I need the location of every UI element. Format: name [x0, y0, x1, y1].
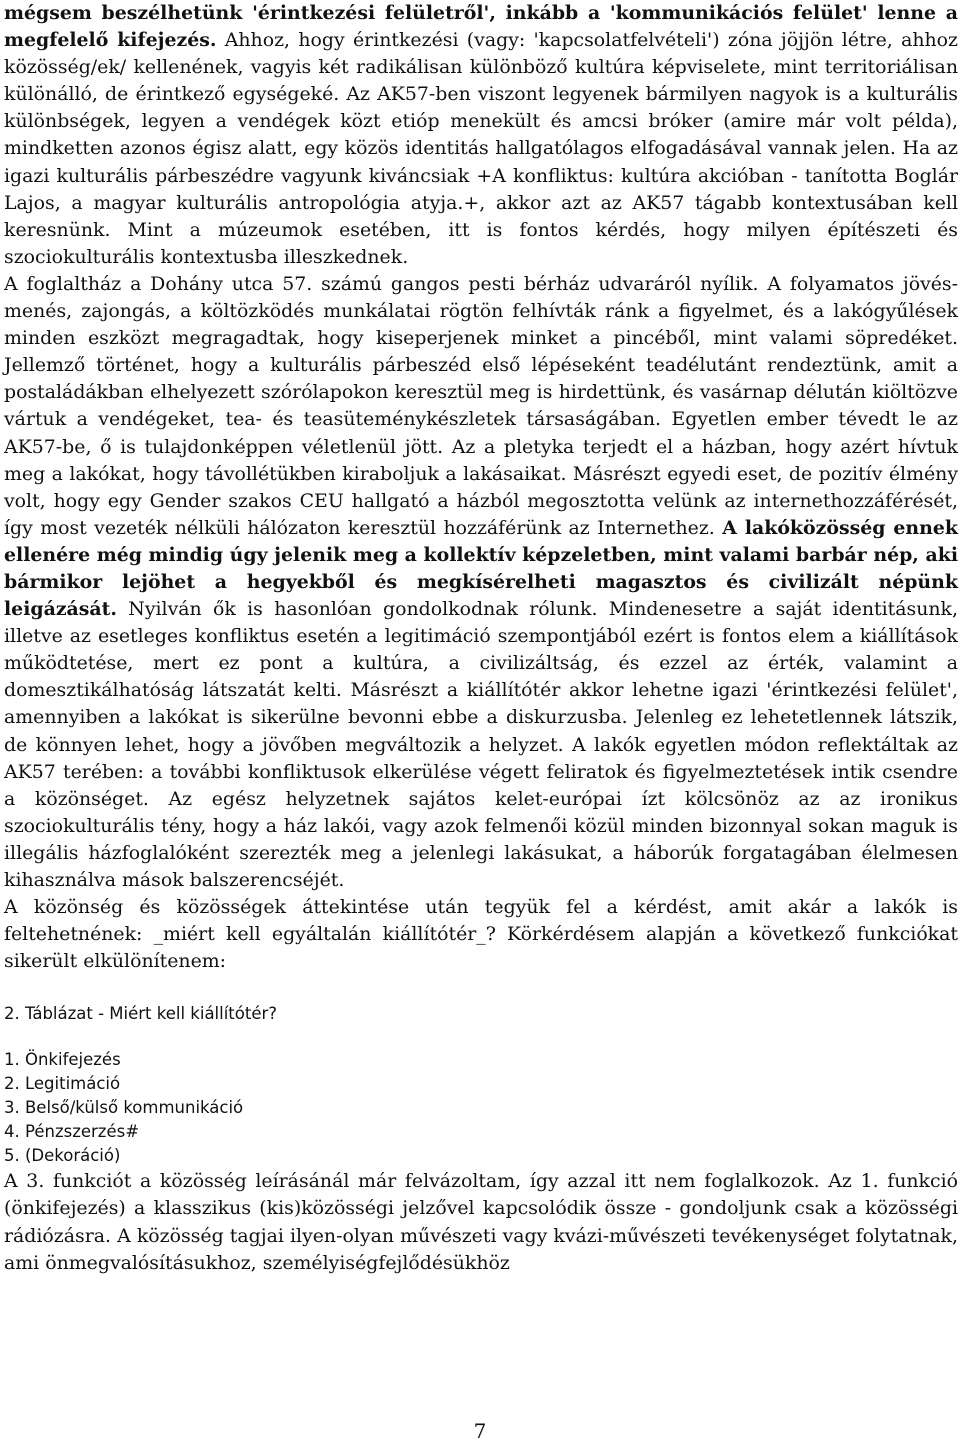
paragraph-2 — [4, 271, 958, 894]
page-number: 7 — [473, 1419, 487, 1443]
list-item: 2. Legitimáció — [4, 1074, 121, 1094]
functions-list — [4, 1048, 958, 1168]
list-item: 4. Pénzszerzés# — [4, 1122, 140, 1142]
paragraph-2-bold: A lakóközösség ennek ellenére még mindig úgy jelenik meg a kollektív képzeletben, mint valami barbár nép, aki bármikor lejöhet a hegyekből és megkísérelheti magasztos és civilizált népünk leigázását. — [4, 516, 958, 621]
paragraph-1-rest: Ahhoz, hogy érintkezési (vagy: 'kapcsolatfelvételi') zóna jöjjön létre, ahhoz közösség/ek/ kellenének, vagyis két radikálisan különböző kultúra képviselete, mint territoriálisan különálló, de érintkező egységeké. Az AK57-ben viszont legyenek bármilyen nagyok is a kulturális különbségek, legyen a vendégek közt etióp menekült és amcsi bróker (amire már volt példa), mindketten azonos égisz alatt, egy közös identitás hallgatólagos elfogadásával vannak jelen. Ha az igazi kulturális párbeszédre vagyunk kiváncsiak +A konfliktus: kultúra akcióban - tanította Boglár Lajos, a magyar kulturális antropológia atyja.+, akkor azt az AK57 tágabb kontextusában kell keresnünk. Mint a múzeumok esetében, itt is fontos kérdés, hogy milyen építészeti és szociokulturális kontextusba illeszkednek. — [4, 29, 958, 268]
paragraph-3: A közönség és közösségek áttekintése után tegyük fel a kérdést, amit akár a lakók is feltehetnének: _miért kell egyáltalán kiállítótér_? Körkérdésem alapján a következő funkciókat sikerült elkülönítenem: — [4, 896, 958, 973]
paragraph-1-bold-lead: mégsem beszélhetünk 'érintkezési felületről', inkább a 'kommunikációs felület' lenne a megfelelő kifejezés. — [4, 2, 958, 52]
paragraph-4: A 3. funkciót a közösség leírásánál már felvázoltam, így azzal itt nem foglalkozok. Az 1. funkció (önkifejezés) a klasszikus (kis)közösségi jelzővel kapcsolódik össze - gondoljunk csak a közösségi rádiózásra. A közösség tagjai ilyen-olyan művészeti vagy kvázi-művészeti tevékenységet folytatnak, ami önmegvalósításukhoz, személyiségfejlődésükhöz — [4, 1170, 958, 1274]
paragraph-2-after-bold: Nyilván ők is hasonlóan gondolkodnak rólunk. Mindenesetre a saját identitásunk, illetve az esetleges konfliktus esetén a legitimáció szempontjából ezért is fontos elem a kiállítások működtetése, mert ez pont a kultúra, a civilizáltság, és ezzel az érték, valamint a domesztikálhatóság látszatát kelti. Másrészt a kiállítótér akkor lehetne igazi 'érintkezési felület', amennyiben a lakókat is sikerülne bevonni ebbe a diskurzusba. Jelenleg ez lehetetlennek látszik, de könnyen lehet, hogy a jövőben megváltozik a helyzet. A lakók egyetlen módon reflektáltak az AK57 terében: a további konfliktusok elkerülése végett feliratok és figyelmeztetések intik csendre a közönséget. Az egész helyzetnek sajátos kelet-európai ízt kölcsönöz az az ironikus szociokulturális tény, hogy a ház lakói, vagy azok felmenői közül minden bizonnyal sokan maguk is illegális házfoglalóként szerezték meg a jelenlegi lakásukat, a háborúk forgatagában élelmesen kihasználva mások balszerencséjét. — [4, 598, 958, 891]
paragraph-2-before-bold: A foglaltház a Dohány utca 57. számú gangos pesti bérház udvaráról nyílik. A folyamatos jövés-menés, zajongás, a költözködés munkálatai rögtön felhívták ránk a figyelmet, és a lakógyűlések minden eszközt megragadtak, hogy kiseperjenek minket a pincéből, mint valami söpredéket. Jellemző történet, hogy a kulturális párbeszéd első lépéseként teadélutánt rendeztünk, amit a postaládákban elhelyezett szórólapokon keresztül meg is hirdettünk, és vasárnap délután kiöltözve vártuk a vendégeket, tea- és teasüteménykészletek társaságában. Egyetlen ember tévedt le az AK57-be, ő is tulajdonképpen véletlenül jött. Az a pletyka terjedt el a házban, hogy azért hívtuk meg a lakókat, hogy távollétükben kiraboljuk a lakásaikat. Másrészt egyedi eset, de pozitív élmény volt, hogy egy Gender szakos CEU hallgató a házból megosztotta velünk az internethozzáférését, így most vezeték nélküli hálózaton keresztül hozzáférünk az Internethez. — [4, 272, 958, 539]
list-item: 1. Önkifejezés — [4, 1050, 121, 1070]
list-item: 5. (Dekoráció) — [4, 1146, 121, 1166]
list-item: 3. Belső/külső kommunikáció — [4, 1098, 244, 1118]
document-page — [4, 0, 958, 1277]
table-title: 2. Táblázat - Miért kell kiállítótér? — [4, 1004, 278, 1024]
paragraph-1 — [4, 0, 958, 271]
